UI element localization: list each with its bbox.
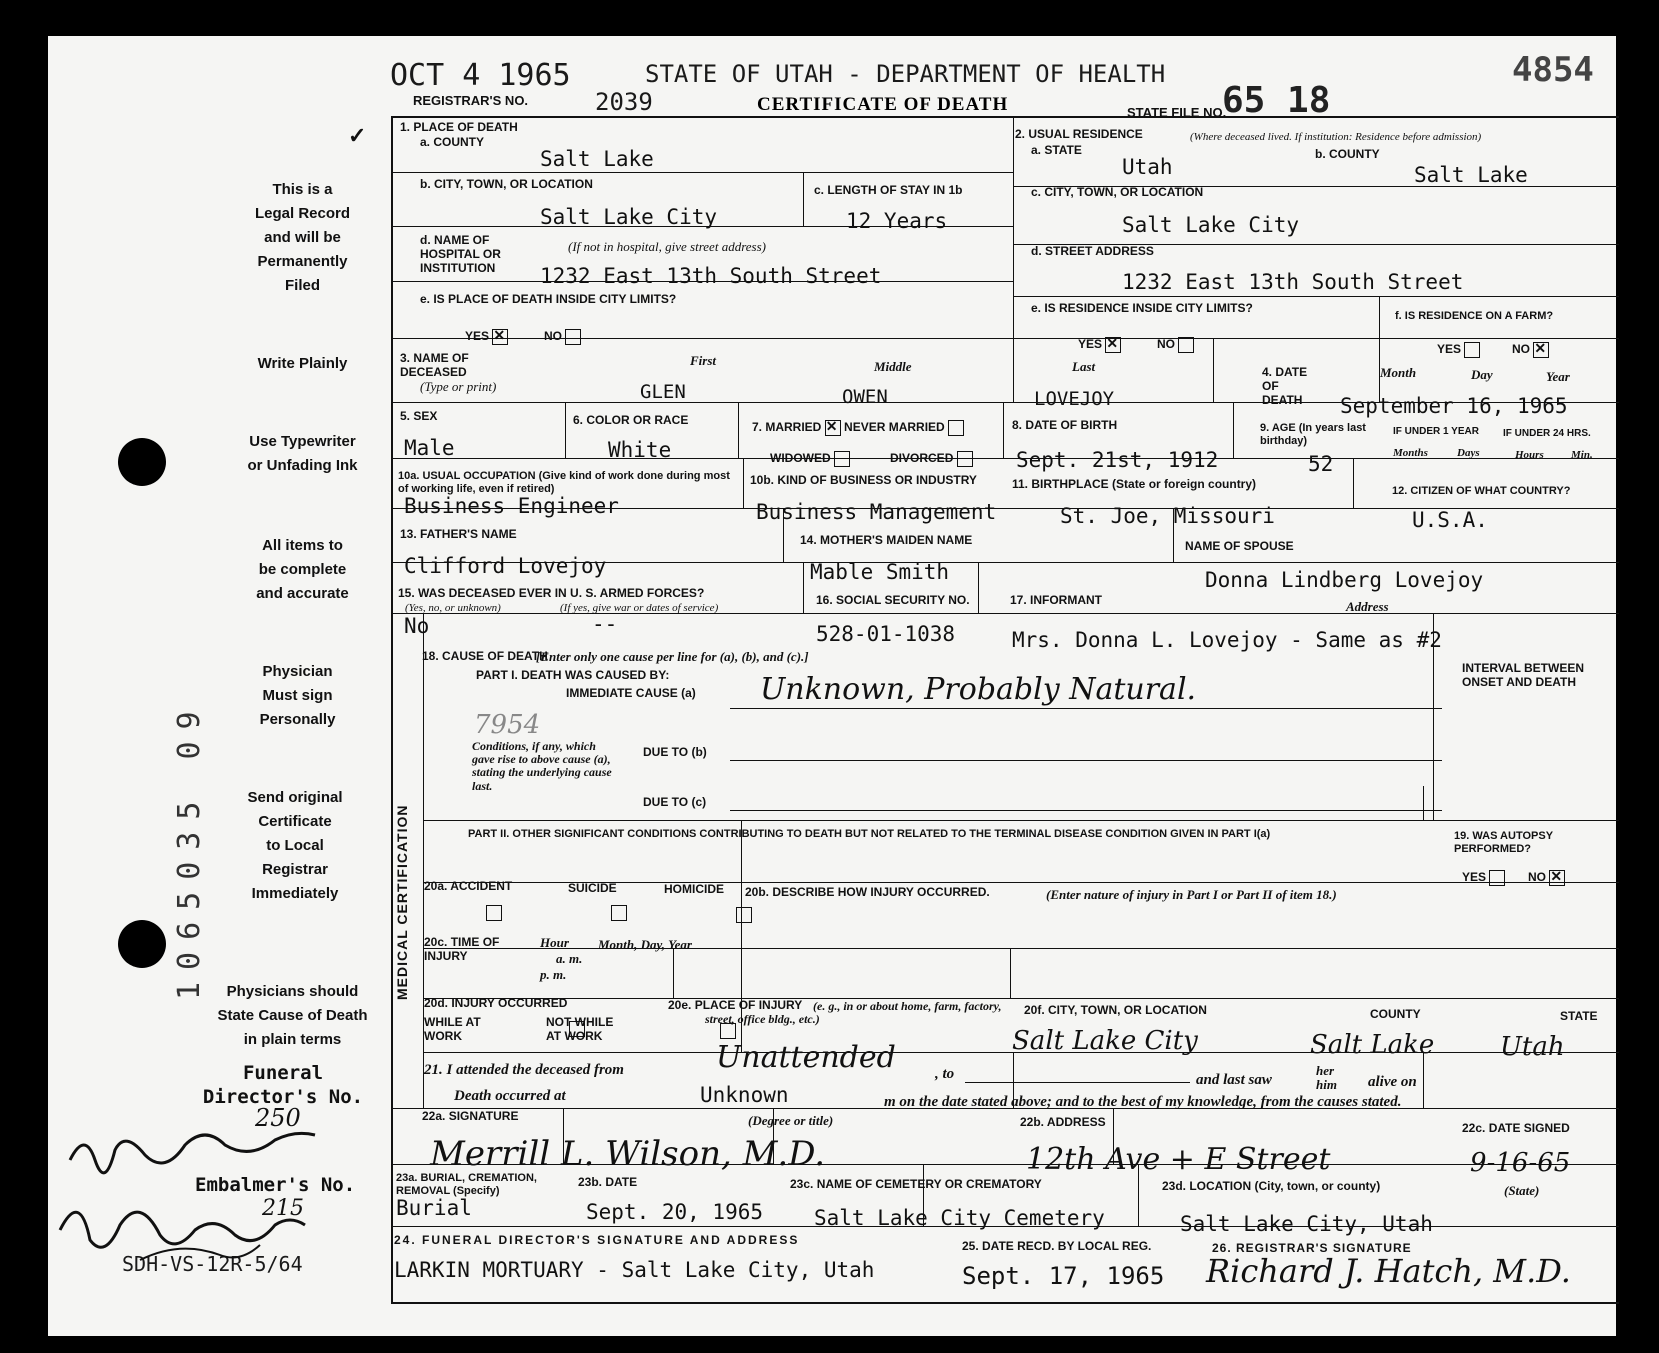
residence-hint: (Where deceased lived. If institution: Residence before admission) bbox=[1190, 131, 1482, 143]
pm-label: p. m. bbox=[540, 967, 567, 982]
part-1-label: PART I. DEATH WAS CAUSED BY: bbox=[476, 668, 670, 682]
residence-city-limits-yes: YES ✕ bbox=[1078, 337, 1121, 353]
burial-state-label: (State) bbox=[1504, 1183, 1540, 1198]
attended-label: 21. I attended the deceased from bbox=[424, 1062, 624, 1078]
immediate-cause-line bbox=[730, 708, 1442, 709]
note-typewriter: Use Typewriter or Unfading Ink bbox=[247, 433, 358, 474]
date-received-value: Sept. 17, 1965 bbox=[962, 1262, 1165, 1290]
residence-state-label: a. STATE bbox=[1031, 143, 1082, 157]
residence-city-limits-label: e. IS RESIDENCE INSIDE CITY LIMITS? bbox=[1031, 301, 1253, 315]
death-county-value: Salt Lake bbox=[540, 147, 654, 171]
injury-how-hint: (Enter nature of injury in Part I or Part II of item 18.) bbox=[1046, 887, 1337, 902]
vertical-serial-number: 1065035 09 bbox=[172, 699, 207, 1000]
length-of-stay-label: c. LENGTH OF STAY IN 1b bbox=[814, 183, 963, 197]
note-write-plainly: Write Plainly bbox=[257, 355, 348, 372]
length-of-stay-value: 12 Years bbox=[846, 209, 948, 233]
middle-name-label: Middle bbox=[874, 359, 912, 374]
place-of-death-label: 1. PLACE OF DEATH bbox=[400, 120, 518, 134]
ssn-label: 16. SOCIAL SECURITY NO. bbox=[816, 593, 970, 607]
cemetery-label: 23c. NAME OF CEMETERY OR CREMATORY bbox=[790, 1177, 1042, 1191]
death-city-limits-yes: YES ✕ bbox=[465, 329, 508, 345]
note-physician: Physician Must sign Personally bbox=[259, 663, 336, 728]
death-city-value: Salt Lake City bbox=[540, 205, 718, 229]
burial-date-value: Sept. 20, 1965 bbox=[586, 1200, 764, 1224]
funeral-director-no: 250 bbox=[255, 1104, 301, 1132]
physician-signature: Merrill L. Wilson, M.D. bbox=[430, 1134, 826, 1174]
registrar-no: 2039 bbox=[595, 88, 653, 116]
degree-label: (Degree or title) bbox=[748, 1113, 834, 1128]
cause-of-death-hint: [Enter only one cause per line for (a), (b), and (c).] bbox=[536, 649, 809, 664]
part-2-label: PART II. OTHER SIGNIFICANT CONDITIONS CONTRIBUTING TO DEATH BUT NOT RELATED TO THE TERMINAL DISEASE CONDITION GIVEN IN PART I(a) bbox=[468, 828, 1271, 840]
hour-label: Hour bbox=[540, 935, 569, 950]
industry-label: 10b. KIND OF BUSINESS OR INDUSTRY bbox=[750, 473, 977, 487]
hospital-label: d. NAME OF HOSPITAL OR INSTITUTION bbox=[420, 233, 501, 275]
accident-checkbox[interactable] bbox=[486, 905, 502, 921]
months-label: Months bbox=[1393, 447, 1428, 459]
place-of-injury-hint: (e. g., in or about home, farm, factory, street, office bldg., etc.) bbox=[705, 999, 1002, 1027]
interval-label: INTERVAL BETWEEN ONSET AND DEATH bbox=[1462, 661, 1585, 689]
residence-label: 2. USUAL RESIDENCE bbox=[1015, 127, 1143, 141]
last-name-value: LOVEJOY bbox=[1034, 388, 1115, 410]
punch-hole bbox=[118, 438, 166, 486]
time-of-injury-label: 20c. TIME OF INJURY bbox=[424, 935, 500, 963]
physician-address-value: 12th Ave + E Street bbox=[1026, 1142, 1331, 1177]
death-county-label: a. COUNTY bbox=[420, 135, 485, 149]
state-file-label: STATE FILE NO. bbox=[1127, 105, 1227, 120]
father-label: 13. FATHER'S NAME bbox=[400, 527, 517, 541]
homicide-checkbox[interactable] bbox=[736, 907, 752, 923]
date-signed-value: 9-16-65 bbox=[1470, 1148, 1571, 1178]
sex-value: Male bbox=[404, 436, 455, 460]
embalmer-label: Embalmer's No. bbox=[195, 1174, 356, 1196]
citizen-label: 12. CITIZEN OF WHAT COUNTRY? bbox=[1392, 485, 1571, 497]
first-name-label: First bbox=[690, 353, 717, 368]
residence-city-label: c. CITY, TOWN, OR LOCATION bbox=[1031, 185, 1204, 199]
due-to-b-label: DUE TO (b) bbox=[643, 745, 707, 759]
residence-city-limits-no: NO bbox=[1157, 337, 1194, 353]
occupation-label: 10a. USUAL OCCUPATION (Give kind of work done during most of working life, even if retired) bbox=[398, 470, 730, 495]
citizen-value: U.S.A. bbox=[1412, 508, 1488, 532]
death-occurred-label: Death occurred at bbox=[454, 1088, 566, 1104]
embalmer-no: 215 bbox=[262, 1196, 304, 1221]
birthplace-label: 11. BIRTHPLACE (State or foreign country) bbox=[1012, 477, 1257, 491]
date-of-birth-value: Sept. 21st, 1912 bbox=[1016, 448, 1219, 472]
attended-to-label: , to bbox=[935, 1066, 955, 1082]
year-label: Year bbox=[1546, 369, 1570, 384]
married-option: 7. MARRIED ✕ NEVER MARRIED bbox=[752, 420, 964, 436]
injury-city-label: 20f. CITY, TOWN, OR LOCATION bbox=[1024, 1003, 1207, 1017]
min-label: Min. bbox=[1571, 449, 1593, 461]
residence-street-label: d. STREET ADDRESS bbox=[1031, 244, 1154, 258]
funeral-director-label: Funeral Director's No. bbox=[202, 1062, 364, 1108]
first-name-value: GLEN bbox=[640, 381, 686, 403]
checkmark: ✓ bbox=[348, 123, 367, 148]
race-value: White bbox=[608, 438, 672, 462]
injury-county-value: Salt Lake bbox=[1310, 1030, 1435, 1060]
middle-name-value: OWEN bbox=[842, 386, 888, 408]
injury-state-value: Utah bbox=[1500, 1032, 1565, 1062]
cause-of-death-label: 18. CAUSE OF DEATH bbox=[422, 649, 548, 663]
immediate-cause-value: Unknown, Probably Natural. bbox=[760, 672, 1197, 707]
margin-number: 7954 bbox=[474, 710, 541, 740]
hours-label: Hours bbox=[1515, 449, 1544, 461]
injury-city-value: Salt Lake City bbox=[1012, 1026, 1198, 1056]
physician-address-label: 22b. ADDRESS bbox=[1020, 1115, 1106, 1129]
deceased-name-hint: (Type or print) bbox=[420, 379, 497, 394]
registrar-signature-value: Richard J. Hatch, M.D. bbox=[1206, 1252, 1571, 1290]
ssn-value: 528-01-1038 bbox=[816, 622, 956, 646]
note-complete: All items to be complete and accurate bbox=[256, 537, 349, 602]
informant-label: 17. INFORMANT bbox=[1010, 593, 1103, 607]
residence-city-value: Salt Lake City bbox=[1122, 213, 1300, 237]
while-at-work-option: WHILE AT WORK bbox=[424, 1015, 481, 1043]
residence-county-label: b. COUNTY bbox=[1315, 147, 1380, 161]
spouse-label: NAME OF SPOUSE bbox=[1185, 539, 1294, 553]
suicide-checkbox[interactable] bbox=[611, 905, 627, 921]
armed-forces-hint: (Yes, no, or unknown) bbox=[405, 602, 501, 614]
date-signed-label: 22c. DATE SIGNED bbox=[1462, 1121, 1570, 1135]
residence-state-value: Utah bbox=[1122, 155, 1173, 179]
suicide-label: SUICIDE bbox=[568, 881, 617, 895]
hospital-value: 1232 East 13th South Street bbox=[540, 264, 882, 288]
injury-occurred-label: 20d. INJURY OCCURRED bbox=[424, 996, 568, 1010]
place-of-injury-label: 20e. PLACE OF INJURY bbox=[668, 998, 803, 1012]
age-label: 9. AGE (In years last birthday) bbox=[1260, 422, 1366, 447]
farm-no: NO ✕ bbox=[1512, 342, 1549, 358]
death-city-limits-no: NO bbox=[544, 329, 581, 345]
informant-value: Mrs. Donna L. Lovejoy - Same as #2 bbox=[1012, 628, 1442, 652]
cemetery-value: Salt Lake City Cemetery bbox=[814, 1206, 1105, 1230]
due-to-c-label: DUE TO (c) bbox=[643, 795, 707, 809]
spouse-value: Donna Lindberg Lovejoy bbox=[1205, 568, 1484, 592]
birthplace-value: St. Joe, Missouri bbox=[1060, 504, 1275, 528]
injury-state-label: STATE bbox=[1560, 1009, 1598, 1023]
stamp-date: OCT 4 1965 bbox=[390, 58, 571, 93]
death-occurred-tail: m on the date stated above; and to the best of my knowledge, from the causes stated. bbox=[884, 1094, 1402, 1110]
burial-type-value: Burial bbox=[396, 1196, 472, 1220]
note-state-cause: Physicians should State Cause of Death in plain terms bbox=[217, 983, 368, 1048]
last-name-label: Last bbox=[1072, 359, 1096, 374]
state-file-no: 65 18 bbox=[1222, 80, 1331, 121]
month-day-year-label: Month, Day, Year bbox=[598, 937, 692, 952]
alive-on-label: alive on bbox=[1368, 1074, 1417, 1090]
signature-label: 22a. SIGNATURE bbox=[422, 1109, 519, 1123]
not-while-at-work-option: NOT WHILE AT WORK bbox=[546, 1015, 614, 1043]
attended-value: Unattended bbox=[716, 1040, 896, 1075]
registrar-signature-label: 26. REGISTRAR'S SIGNATURE bbox=[1212, 1241, 1412, 1255]
days-label: Days bbox=[1457, 447, 1480, 459]
war-hint: (If yes, give war or dates of service) bbox=[560, 602, 719, 614]
death-city-limits-label: e. IS PLACE OF DEATH INSIDE CITY LIMITS? bbox=[420, 292, 677, 306]
homicide-label: HOMICIDE bbox=[664, 882, 724, 896]
race-label: 6. COLOR OR RACE bbox=[573, 413, 689, 427]
punch-hole bbox=[118, 920, 166, 968]
death-city-label: b. CITY, TOWN, OR LOCATION bbox=[420, 177, 593, 191]
injury-county-label: COUNTY bbox=[1370, 1007, 1421, 1021]
her-him-label: her him bbox=[1316, 1063, 1337, 1093]
funeral-director-sig-label: 24. FUNERAL DIRECTOR'S SIGNATURE AND ADDRESS bbox=[394, 1233, 800, 1247]
conditions-note: Conditions, if any, which gave rise to above cause (a), stating the underlying cause last. bbox=[472, 739, 612, 793]
sex-label: 5. SEX bbox=[400, 409, 438, 423]
under-1-year-label: IF UNDER 1 YEAR bbox=[1393, 426, 1479, 437]
burial-date-label: 23b. DATE bbox=[578, 1175, 638, 1189]
autopsy-no: NO ✕ bbox=[1528, 870, 1565, 886]
farm-yes: YES bbox=[1437, 342, 1480, 358]
certificate-title: CERTIFICATE OF DEATH bbox=[757, 94, 1009, 115]
burial-location-label: 23d. LOCATION (City, town, or county) bbox=[1162, 1179, 1381, 1193]
farm-label: f. IS RESIDENCE ON A FARM? bbox=[1395, 310, 1554, 322]
medical-certification-label: MEDICAL CERTIFICATION bbox=[394, 804, 410, 1000]
day-label: Day bbox=[1471, 367, 1493, 382]
residence-street-value: 1232 East 13th South Street bbox=[1122, 270, 1464, 294]
registrar-label: REGISTRAR'S NO. bbox=[413, 93, 529, 108]
armed-forces-value: No bbox=[404, 614, 430, 638]
accident-label: 20a. ACCIDENT bbox=[424, 879, 513, 893]
embalmer-signature bbox=[50, 1120, 380, 1280]
mother-label: 14. MOTHER'S MAIDEN NAME bbox=[800, 533, 973, 547]
date-of-death-value: September 16, 1965 bbox=[1340, 394, 1568, 418]
agency-title: STATE OF UTAH - DEPARTMENT OF HEALTH bbox=[645, 60, 1166, 88]
death-occurred-value: Unknown bbox=[700, 1083, 789, 1107]
burial-type-label: 23a. BURIAL, CREMATION, REMOVAL (Specify) bbox=[396, 1172, 537, 1197]
war-value: -- bbox=[592, 612, 618, 636]
informant-address-label: Address bbox=[1346, 599, 1389, 614]
am-label: a. m. bbox=[556, 951, 583, 966]
occupation-value: Business Engineer bbox=[404, 494, 619, 518]
father-value: Clifford Lovejoy bbox=[404, 554, 607, 578]
autopsy-yes: YES bbox=[1462, 870, 1505, 886]
corner-number: 4854 bbox=[1512, 50, 1594, 90]
form-id: SDH-VS-12R-5/64 bbox=[122, 1252, 303, 1276]
deceased-name-label: 3. NAME OF DECEASED bbox=[400, 351, 469, 379]
under-24-hrs-label: IF UNDER 24 HRS. bbox=[1503, 428, 1591, 439]
due-to-c-line bbox=[730, 810, 1442, 811]
funeral-director-value: LARKIN MORTUARY - Salt Lake City, Utah bbox=[394, 1258, 875, 1282]
immediate-cause-label: IMMEDIATE CAUSE (a) bbox=[566, 686, 696, 700]
note-send-original: Send original Certificate to Local Registrar Immediately bbox=[247, 789, 343, 902]
date-of-birth-label: 8. DATE OF BIRTH bbox=[1012, 418, 1118, 432]
injury-how-label: 20b. DESCRIBE HOW INJURY OCCURRED. bbox=[745, 885, 990, 899]
age-value: 52 bbox=[1308, 452, 1334, 476]
last-saw-label: and last saw bbox=[1196, 1072, 1272, 1088]
residence-county-value: Salt Lake bbox=[1414, 163, 1528, 187]
autopsy-label: 19. WAS AUTOPSY PERFORMED? bbox=[1454, 830, 1553, 855]
armed-forces-label: 15. WAS DECEASED EVER IN U. S. ARMED FORCES? bbox=[398, 586, 705, 600]
hospital-hint: (If not in hospital, give street address) bbox=[568, 239, 766, 254]
mother-value: Mable Smith bbox=[810, 560, 950, 584]
month-label: Month bbox=[1380, 365, 1417, 380]
date-received-label: 25. DATE RECD. BY LOCAL REG. bbox=[962, 1239, 1152, 1253]
attended-to-line bbox=[965, 1082, 1190, 1083]
widowed-option: WIDOWED DIVORCED bbox=[770, 451, 973, 467]
industry-value: Business Management bbox=[756, 500, 997, 524]
burial-location-value: Salt Lake City, Utah bbox=[1180, 1212, 1433, 1236]
note-legal-record: This is a Legal Record and will be Permanently Filed bbox=[254, 181, 351, 294]
due-to-b-line bbox=[730, 760, 1442, 761]
date-of-death-label: 4. DATE OF DEATH bbox=[1262, 365, 1308, 407]
